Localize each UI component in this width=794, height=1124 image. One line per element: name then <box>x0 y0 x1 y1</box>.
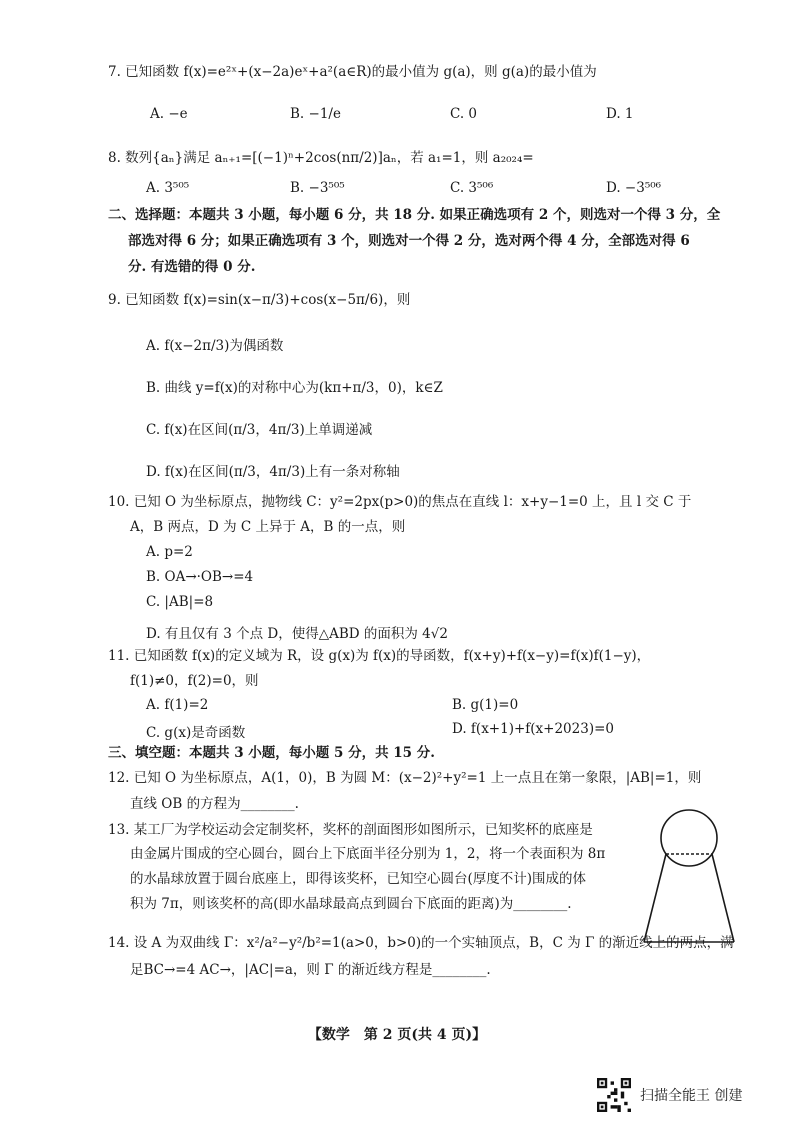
q11-option-d: D. f(x+1)+f(x+2023)=0 <box>452 721 614 737</box>
q11-stem-line1: 11. 已知函数 f(x)的定义域为 R，设 g(x)为 f(x)的导函数，f(x+y)+f(x−y)=f(x)f(1−y)， <box>108 648 651 664</box>
q12-line1: 12. 已知 O 为坐标原点，A(1，0)，B 为圆 M：(x−2)²+y²=1 上一点且在第一象限，|AB|=1，则 <box>108 770 702 786</box>
q7-option-a: A. −e <box>150 106 188 122</box>
q7-option-d: D. 1 <box>606 106 634 122</box>
q9-option-d: D. f(x)在区间(π/3，4π/3)上有一条对称轴 <box>146 464 400 480</box>
q10-option-c: C. |AB|=8 <box>146 594 214 610</box>
scanner-watermark: 扫描全能王 创建 <box>640 1088 743 1104</box>
section-2-line3: 分. 有选错的得 0 分. <box>128 259 256 275</box>
q11-stem-line2: f(1)≠0，f(2)=0，则 <box>130 673 259 689</box>
q8-option-b: B. −3⁵⁰⁵ <box>290 180 345 196</box>
q7-option-b: B. −1/e <box>290 106 341 122</box>
q10-stem-line2: A，B 两点，D 为 C 上异于 A，B 的一点，则 <box>130 519 406 535</box>
qr-code-icon <box>597 1078 631 1112</box>
q10-option-b: B. OA→·OB→=4 <box>146 569 254 585</box>
q10-option-d: D. 有且仅有 3 个点 D，使得△ABD 的面积为 4√2 <box>146 626 448 642</box>
trophy-figure <box>640 808 738 948</box>
page-footer: 【数学 第 2 页(共 4 页)】 <box>307 1027 487 1043</box>
q10-option-a: A. p=2 <box>146 544 193 560</box>
q14-line2: 足BC→=4 AC→，|AC|=a，则 Γ 的渐近线方程是________. <box>130 962 491 978</box>
q11-option-b: B. g(1)=0 <box>452 697 519 713</box>
q8-option-d: D. −3⁵⁰⁶ <box>606 180 662 196</box>
q13-line3: 的水晶球放置于圆台底座上，即得该奖杯，已知空心圆台(厚度不计)围成的体 <box>130 871 587 887</box>
q13-line4: 积为 7π，则该奖杯的高(即水晶球最高点到圆台下底面的距离)为________. <box>130 896 572 912</box>
crystal-ball-outline <box>661 810 717 866</box>
q12-line2: 直线 OB 的方程为________. <box>130 796 299 812</box>
section-2-line2: 部选对得 6 分；如果正确选项有 3 个，则选对一个得 2 分，选对两个得 4 分，全部选对得 6 <box>128 233 690 249</box>
q9-option-c: C. f(x)在区间(π/3，4π/3)上单调递减 <box>146 422 373 438</box>
q10-stem-line1: 10. 已知 O 为坐标原点，抛物线 C：y²=2px(p>0)的焦点在直线 l：x+y−1=0 上，且 l 交 C 于 <box>108 494 692 510</box>
q7-stem: 7. 已知函数 f(x)=e²ˣ+(x−2a)eˣ+a²(a∈R)的最小值为 g(a)，则 g(a)的最小值为 <box>108 64 597 80</box>
q11-option-a: A. f(1)=2 <box>146 697 209 713</box>
q9-option-a: A. f(x−2π/3)为偶函数 <box>146 338 284 354</box>
q8-stem: 8. 数列{aₙ}满足 aₙ₊₁=[(−1)ⁿ+2cos(nπ/2)]aₙ，若 a₁=1，则 a₂₀₂₄= <box>108 150 534 166</box>
q13-line2: 由金属片围成的空心圆台，圆台上下底面半径分别为 1，2，将一个表面积为 8π <box>130 846 606 862</box>
q8-option-c: C. 3⁵⁰⁶ <box>450 180 494 196</box>
q14-line1: 14. 设 A 为双曲线 Γ：x²/a²−y²/b²=1(a>0，b>0)的一个实轴顶点，B，C 为 Γ 的渐近线上的两点，满 <box>108 935 734 951</box>
section-3-heading: 三、填空题：本题共 3 小题，每小题 5 分，共 15 分. <box>108 745 435 761</box>
frustum-right-side <box>712 854 734 942</box>
q9-stem: 9. 已知函数 f(x)=sin(x−π/3)+cos(x−5π/6)，则 <box>108 292 411 308</box>
q7-option-c: C. 0 <box>450 106 478 122</box>
frustum-left-side <box>644 854 666 942</box>
q13-line1: 13. 某工厂为学校运动会定制奖杯，奖杯的剖面图形如图所示，已知奖杯的底座是 <box>108 822 593 838</box>
q11-option-c: C. g(x)是奇函数 <box>146 725 246 741</box>
section-2-heading: 二、选择题：本题共 3 小题，每小题 6 分，共 18 分. 如果正确选项有 2 个，则选对一个得 3 分，全 <box>108 207 721 223</box>
q8-option-a: A. 3⁵⁰⁵ <box>146 180 190 196</box>
q9-option-b: B. 曲线 y=f(x)的对称中心为(kπ+π/3，0)，k∈Z <box>146 380 443 396</box>
